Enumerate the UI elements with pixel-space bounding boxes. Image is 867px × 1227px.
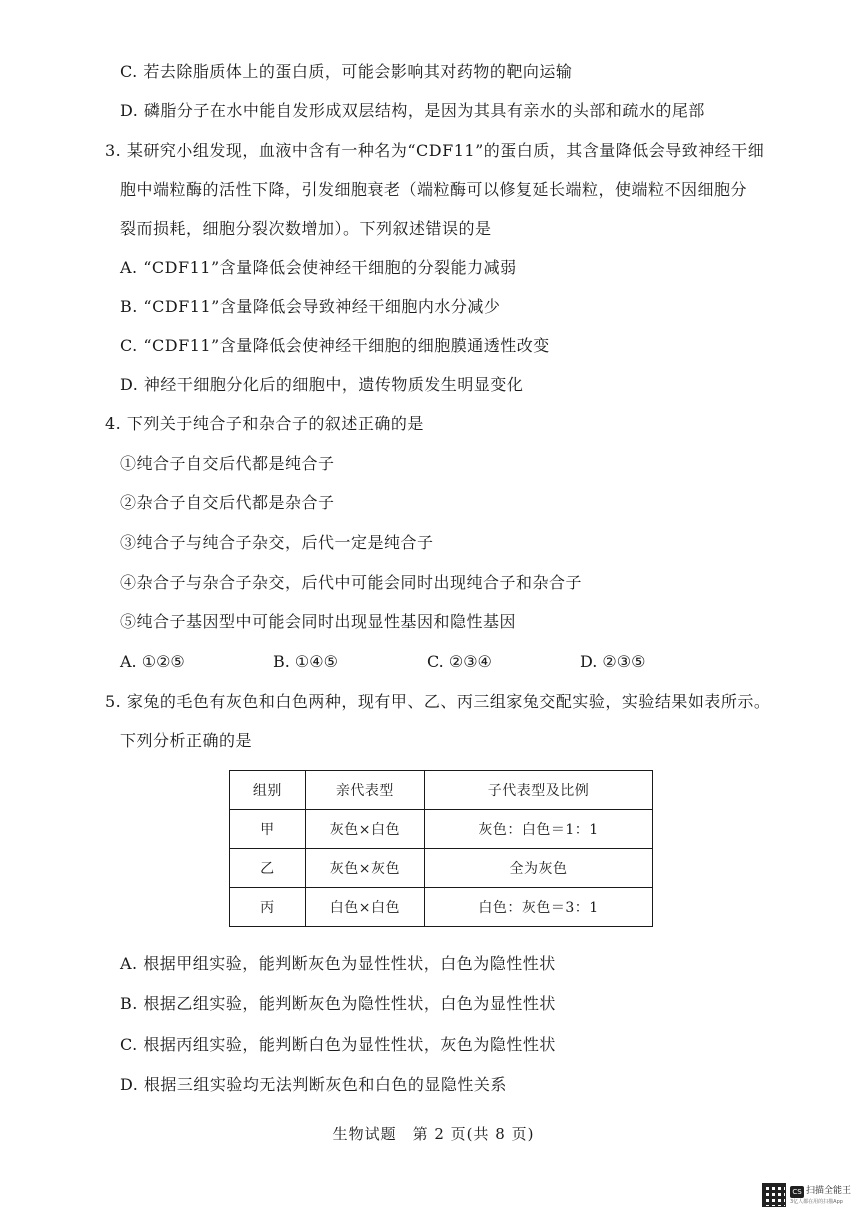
scanner-app-name: 扫描全能王 <box>806 1186 852 1196</box>
q5-option-a: A. 根据甲组实验，能判断灰色为显性性状，白色为隐性性状 <box>120 954 556 973</box>
q5-stem-line-1: 5. 家兔的毛色有灰色和白色两种，现有甲、乙、丙三组家兔交配实验，实验结果如表所示。 <box>105 692 771 711</box>
q4-statement-5: ⑤纯合子基因型中可能会同时出现显性基因和隐性基因 <box>120 612 517 631</box>
q3-option-b: B. “CDF11”含量降低会导致神经干细胞内水分减少 <box>120 297 501 316</box>
table-cell: 灰色：白色＝1：1 <box>425 810 653 849</box>
table-cell: 全为灰色 <box>425 849 653 888</box>
q3-option-a: A. “CDF11”含量降低会使神经干细胞的分裂能力减弱 <box>120 258 517 277</box>
scanner-logo: CS <box>790 1186 804 1198</box>
qr-code-icon <box>762 1183 786 1207</box>
q5-option-c: C. 根据丙组实验，能判断白色为显性性状，灰色为隐性性状 <box>120 1035 556 1054</box>
q4-statement-1: ①纯合子自交后代都是纯合子 <box>120 454 335 473</box>
q4-options-row <box>0 652 867 672</box>
scanner-watermark <box>762 1183 862 1209</box>
table-cell: 白色×白色 <box>305 888 424 927</box>
table-cell: 灰色×灰色 <box>305 849 424 888</box>
q3-stem-line-2: 胞中端粒酶的活性下降，引发细胞衰老（端粒酶可以修复延长端粒，使端粒不因细胞分 <box>120 180 748 199</box>
q4-stem: 4. 下列关于纯合子和杂合子的叙述正确的是 <box>105 414 424 433</box>
table-cell: 白色：灰色＝3：1 <box>425 888 653 927</box>
q4-statement-4: ④杂合子与杂合子杂交，后代中可能会同时出现纯合子和杂合子 <box>120 573 583 592</box>
q4-statement-2: ②杂合子自交后代都是杂合子 <box>120 493 335 512</box>
page-footer: 生物试题 第 2 页(共 8 页) <box>332 1125 535 1143</box>
q5-results-table <box>229 770 653 927</box>
q3-stem-line-3: 裂而损耗，细胞分裂次数增加）。下列叙述错误的是 <box>120 219 492 238</box>
q3-option-c: C. “CDF11”含量降低会使神经干细胞的细胞膜通透性改变 <box>120 336 550 355</box>
table-row <box>230 849 653 888</box>
q4-option-c: C. ②③④ <box>427 652 492 671</box>
table-header-group: 组别 <box>230 771 306 810</box>
q4-option-d: D. ②③⑤ <box>580 652 646 671</box>
q3-stem-line-1: 3. 某研究小组发现，血液中含有一种名为“CDF11”的蛋白质，其含量降低会导致神经干细 <box>105 141 765 160</box>
table-header-offspring: 子代表型及比例 <box>425 771 653 810</box>
q2-option-d: D. 磷脂分子在水中能自发形成双层结构，是因为其具有亲水的头部和疏水的尾部 <box>120 101 705 120</box>
q5-option-d: D. 根据三组实验均无法判断灰色和白色的显隐性关系 <box>120 1075 507 1094</box>
table-row <box>230 810 653 849</box>
scanner-tagline: 3亿人都在用的扫描App <box>790 1199 843 1205</box>
q5-stem-line-2: 下列分析正确的是 <box>120 731 253 750</box>
table-cell: 灰色×白色 <box>305 810 424 849</box>
table-cell: 乙 <box>230 849 306 888</box>
table-cell: 丙 <box>230 888 306 927</box>
table-header-row <box>230 771 653 810</box>
q2-option-c: C. 若去除脂质体上的蛋白质，可能会影响其对药物的靶向运输 <box>120 62 573 81</box>
q3-option-d: D. 神经干细胞分化后的细胞中，遗传物质发生明显变化 <box>120 375 524 394</box>
q4-statement-3: ③纯合子与纯合子杂交，后代一定是纯合子 <box>120 533 434 552</box>
q5-option-b: B. 根据乙组实验，能判断灰色为隐性性状，白色为显性性状 <box>120 994 556 1013</box>
table-header-parent: 亲代表型 <box>305 771 424 810</box>
q4-option-a: A. ①②⑤ <box>120 652 185 671</box>
q4-option-b: B. ①④⑤ <box>273 652 338 671</box>
table-cell: 甲 <box>230 810 306 849</box>
table-row <box>230 888 653 927</box>
